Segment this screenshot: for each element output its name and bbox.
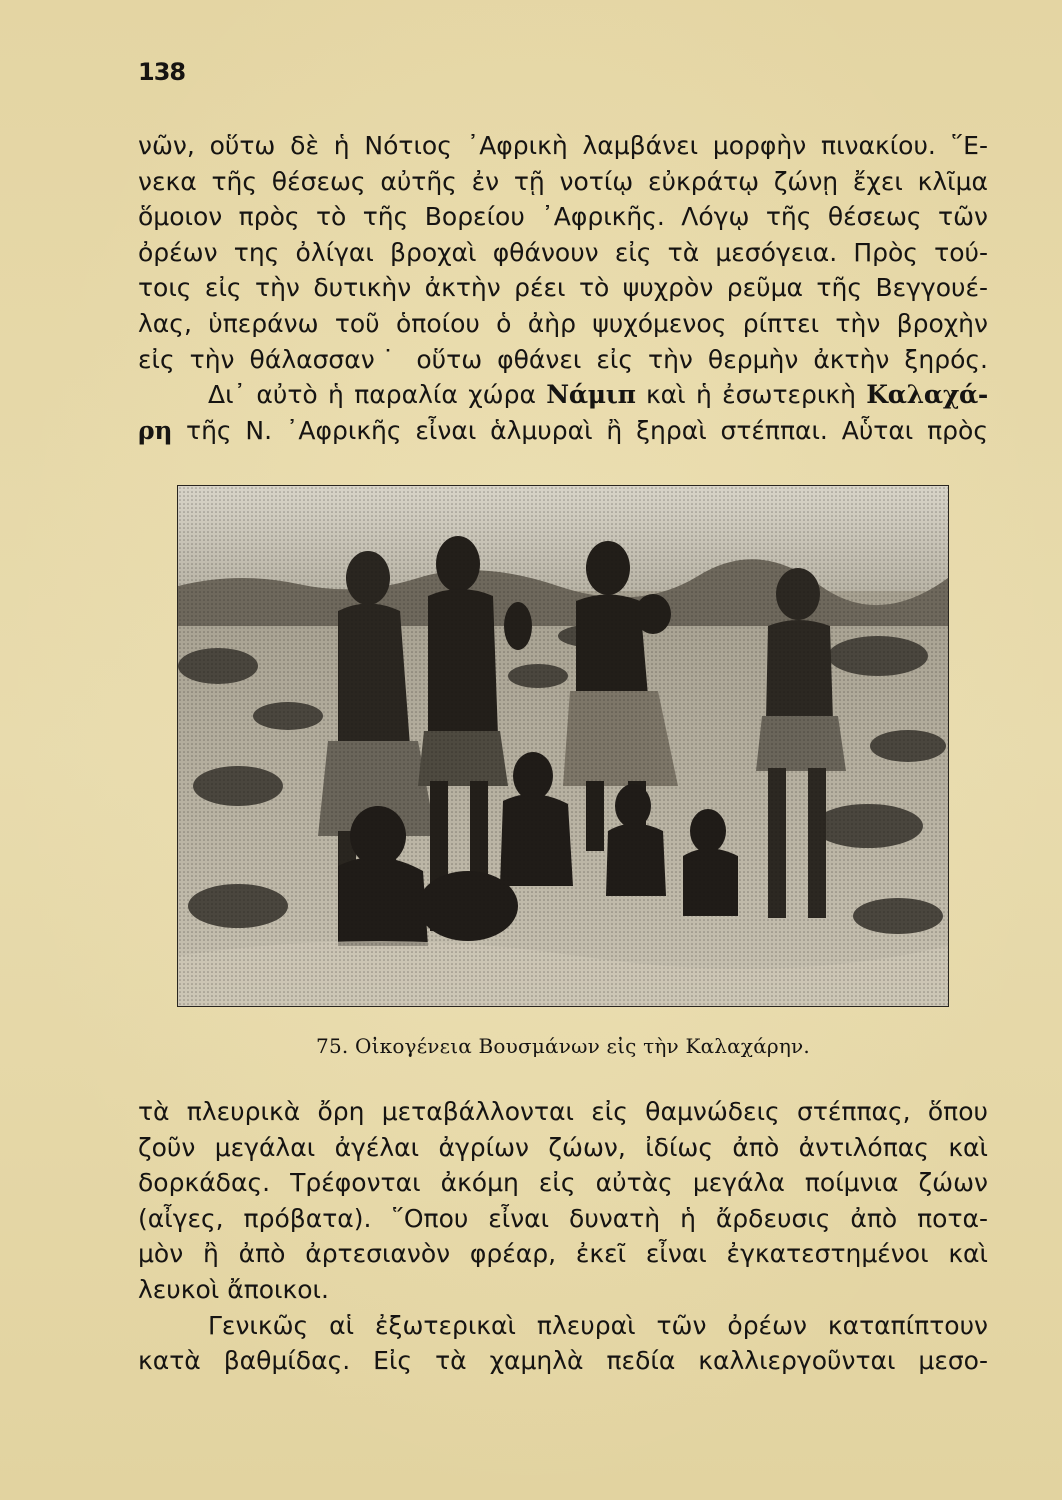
place-name-namib: Νάμιπ	[546, 380, 636, 410]
body-text-bottom	[138, 1094, 988, 1379]
text-line: νεκα τῆς θέσεως αὐτῆς ἐν τῇ νοτίῳ εὐκράτῳ ζώνῃ ἔχει κλῖμα	[138, 166, 988, 196]
text-line: λας, ὑπεράνω τοῦ ὁποίου ὁ ἀὴρ ψυχόμενος ρίπτει τὴν βροχὴν	[138, 308, 988, 338]
text-line	[138, 413, 988, 449]
text-line: εἰς τὴν θάλασσαν˙ οὕτω φθάνει εἰς τὴν θερμὴν ἀκτὴν ξηρός.	[138, 344, 988, 374]
text-line	[138, 377, 988, 413]
text-line: ὅμοιον πρὸς τὸ τῆς Βορείου ᾿Αφρικῆς. Λόγῳ τῆς θέσεως τῶν	[138, 202, 988, 232]
text-fragment: Δι᾿ αὐτὸ ἡ παραλία χώρα	[208, 380, 536, 410]
text-line: νῶν, οὕτω δὲ ἡ Νότιος ᾿Αφρικὴ λαμβάνει μορφὴν πινακίου. ῞Ε-	[138, 131, 988, 160]
figure-caption: 75. Οἰκογένεια Βουσμάνων εἰς τὴν Καλαχάρην.	[316, 1034, 810, 1058]
photograph-bushman-family	[178, 486, 948, 1006]
text-line: (αἶγες, πρόβατα). ῞Οπου εἶναι δυνατὴ ἡ ἄρδευσις ἀπὸ ποτα-	[138, 1203, 988, 1233]
place-name-kalahari-cont: ρη	[138, 415, 173, 445]
text-line: δορκάδας. Τρέφονται ἀκόμη εἰς αὐτὰς μεγάλα ποίμνια ζώων	[138, 1168, 988, 1198]
text-fragment: καὶ ἡ ἐσωτερικὴ	[645, 380, 856, 410]
text-line: τοις εἰς τὴν δυτικὴν ἀκτὴν ρέει τὸ ψυχρὸν ρεῦμα τῆς Βεγγουέ-	[138, 273, 988, 303]
text-line: κατὰ βαθμίδας. Εἰς τὰ χαμηλὰ πεδία καλλιεργοῦνται μεσο-	[138, 1346, 988, 1376]
text-line: ζοῦν μεγάλαι ἀγέλαι ἀγρίων ζώων, ἰδίως ἀπὸ ἀντιλόπας καὶ	[138, 1132, 988, 1162]
text-line: ὀρέων της ὀλίγαι βροχαὶ φθάνουν εἰς τὰ μεσόγεια. Πρὸς τού-	[138, 237, 988, 267]
text-line: μὸν ἢ ἀπὸ ἀρτεσιανὸν φρέαρ, ἐκεῖ εἶναι ἐγκατεστημένοι καὶ	[138, 1239, 988, 1269]
text-line: λευκοὶ ἄποικοι.	[138, 1274, 329, 1304]
place-name-kalahari: Καλαχά-	[866, 380, 988, 410]
text-line: Γενικῶς αἱ ἐξωτερικαὶ πλευραὶ τῶν ὀρέων καταπίπτουν	[208, 1310, 988, 1340]
page-number: 138	[138, 58, 186, 86]
body-text-top	[138, 128, 988, 448]
text-line: τὰ πλευρικὰ ὄρη μεταβάλλονται εἰς θαμνώδεις στέππας, ὅπου	[138, 1097, 988, 1126]
text-fragment: τῆς Ν. ᾿Αφρικῆς εἶναι ἁλμυραὶ ἢ ξηραὶ στέππαι. Αὗται πρὸς	[186, 415, 988, 445]
